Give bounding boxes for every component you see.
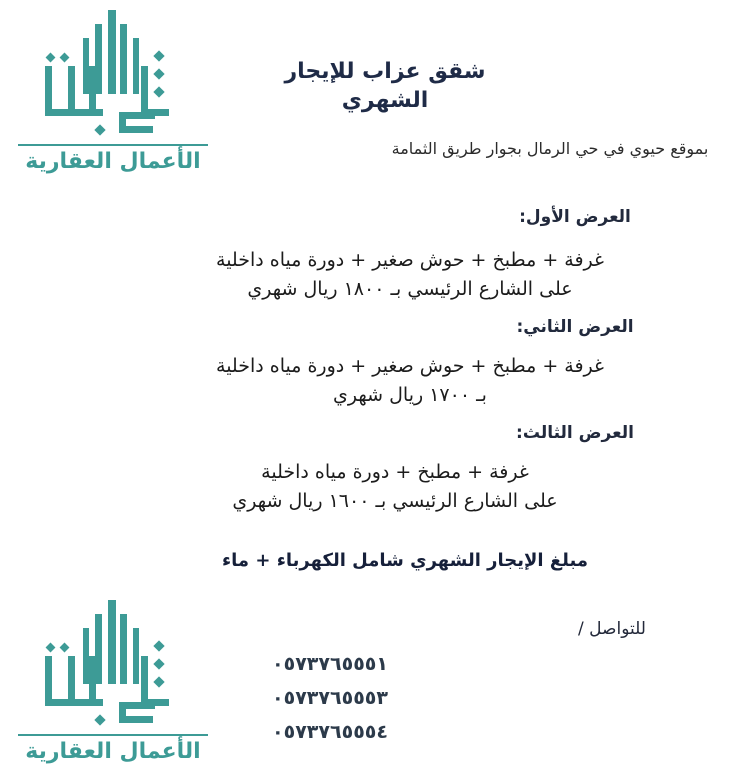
offer-body-1: [175, 246, 645, 305]
ad-subtitle: بموقع حيوي في حي الرمال بجوار طريق الثمامة: [391, 139, 709, 158]
offer-body-2: [175, 352, 645, 411]
offer-2-line-2: بـ ١٧٠٠ ريال شهري: [333, 384, 487, 407]
inclusive-utilities-note: مبلغ الإيجار الشهري شامل الكهرباء + ماء: [221, 550, 589, 571]
offer-body-3: [160, 458, 630, 517]
offer-3-line-2: على الشارع الرئيسي بـ ١٦٠٠ ريال شهري: [232, 490, 558, 513]
offer-heading-1: العرض الأول:: [519, 207, 631, 227]
offer-heading-2: العرض الثاني:: [516, 317, 634, 337]
logo-tagline: الأعمال العقارية: [25, 739, 201, 764]
phone-number-2[interactable]: ٠٥٧٣٧٦٥٥٥٣: [272, 686, 388, 709]
contact-phone-list: [240, 648, 420, 749]
offer-1-line-1: غرفة + مطبخ + حوش صغير + دورة مياه داخلية: [216, 249, 604, 271]
logo-tagline: الأعمال العقارية: [25, 149, 201, 174]
contact-label: للتواصل /: [578, 619, 646, 639]
phone-number-1[interactable]: ٠٥٧٣٧٦٥٥٥١: [272, 653, 388, 675]
offer-3-line-1: غرفة + مطبخ + دورة مياه داخلية: [261, 461, 529, 483]
ad-title: شقق عزاب للإيجار الشهري: [284, 59, 486, 113]
brand-logo-bottom: [8, 598, 218, 766]
offer-1-line-2: على الشارع الرئيسي بـ ١٨٠٠ ريال شهري: [247, 278, 573, 301]
offer-heading-3: العرض الثالث:: [516, 423, 634, 443]
phone-number-3[interactable]: ٠٥٧٣٧٦٥٥٥٤: [272, 720, 388, 743]
offer-2-line-1: غرفة + مطبخ + حوش صغير + دورة مياه داخلية: [216, 355, 604, 377]
logo-divider: [18, 734, 208, 736]
thawabit-calligraphy-logo-icon: [23, 598, 203, 730]
